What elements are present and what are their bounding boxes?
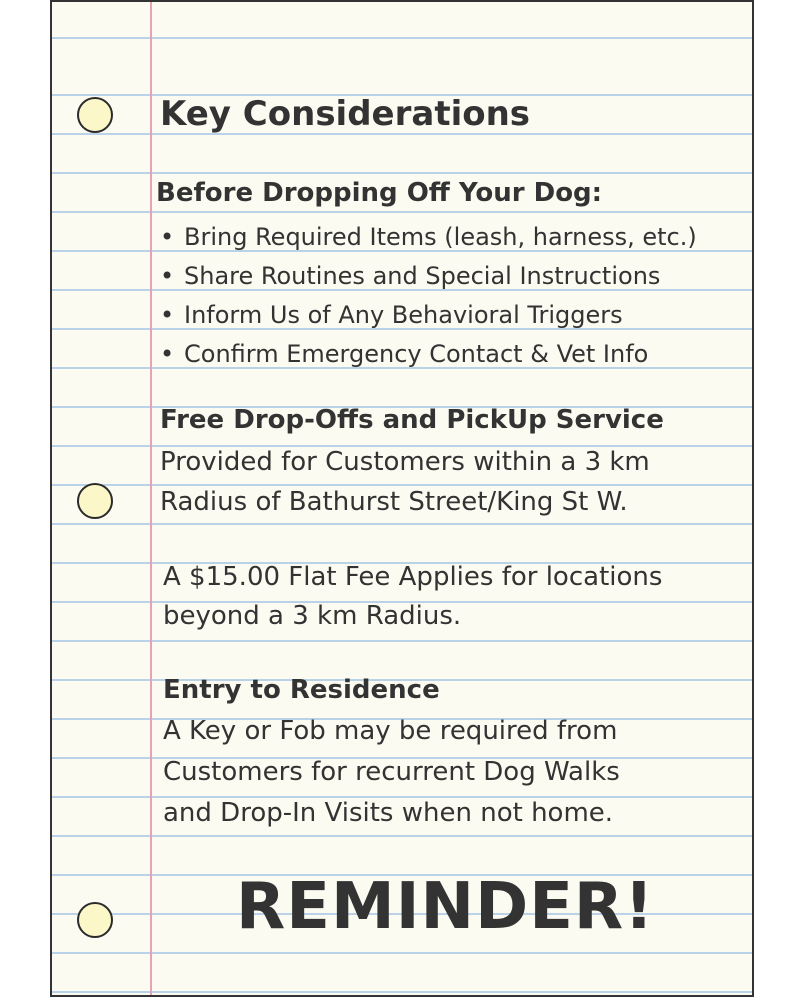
flat-fee-line: beyond a 3 km Radius.	[163, 601, 462, 631]
free-dropoff-line: Provided for Customers within a 3 km	[160, 447, 650, 477]
entry-heading: Entry to Residence	[163, 675, 440, 705]
binder-hole-top	[77, 97, 113, 133]
before-dropoff-heading: Before Dropping Off Your Dog:	[156, 178, 603, 208]
list-item: • Inform Us of Any Behavioral Triggers	[158, 296, 697, 335]
list-item: • Share Routines and Special Instructions	[158, 257, 697, 296]
list-item: • Confirm Emergency Contact & Vet Info	[158, 335, 697, 374]
entry-line: and Drop-In Visits when not home.	[163, 798, 614, 828]
entry-line: A Key or Fob may be required from	[163, 716, 618, 746]
page-title: Key Considerations	[160, 94, 531, 134]
free-dropoff-line: Radius of Bathurst Street/King St W.	[160, 487, 628, 517]
before-dropoff-list	[158, 218, 697, 374]
flat-fee-line: A $15.00 Flat Fee Applies for locations	[163, 562, 663, 592]
binder-hole-bottom	[77, 902, 113, 938]
margin-line	[150, 2, 152, 995]
list-item: • Bring Required Items (leash, harness, etc.)	[158, 218, 697, 257]
binder-hole-middle	[77, 483, 113, 519]
free-dropoff-heading: Free Drop-Offs and PickUp Service	[160, 405, 664, 435]
notebook-page	[50, 0, 754, 997]
entry-line: Customers for recurrent Dog Walks	[163, 757, 620, 787]
reminder-heading: REMINDER!	[236, 870, 655, 944]
